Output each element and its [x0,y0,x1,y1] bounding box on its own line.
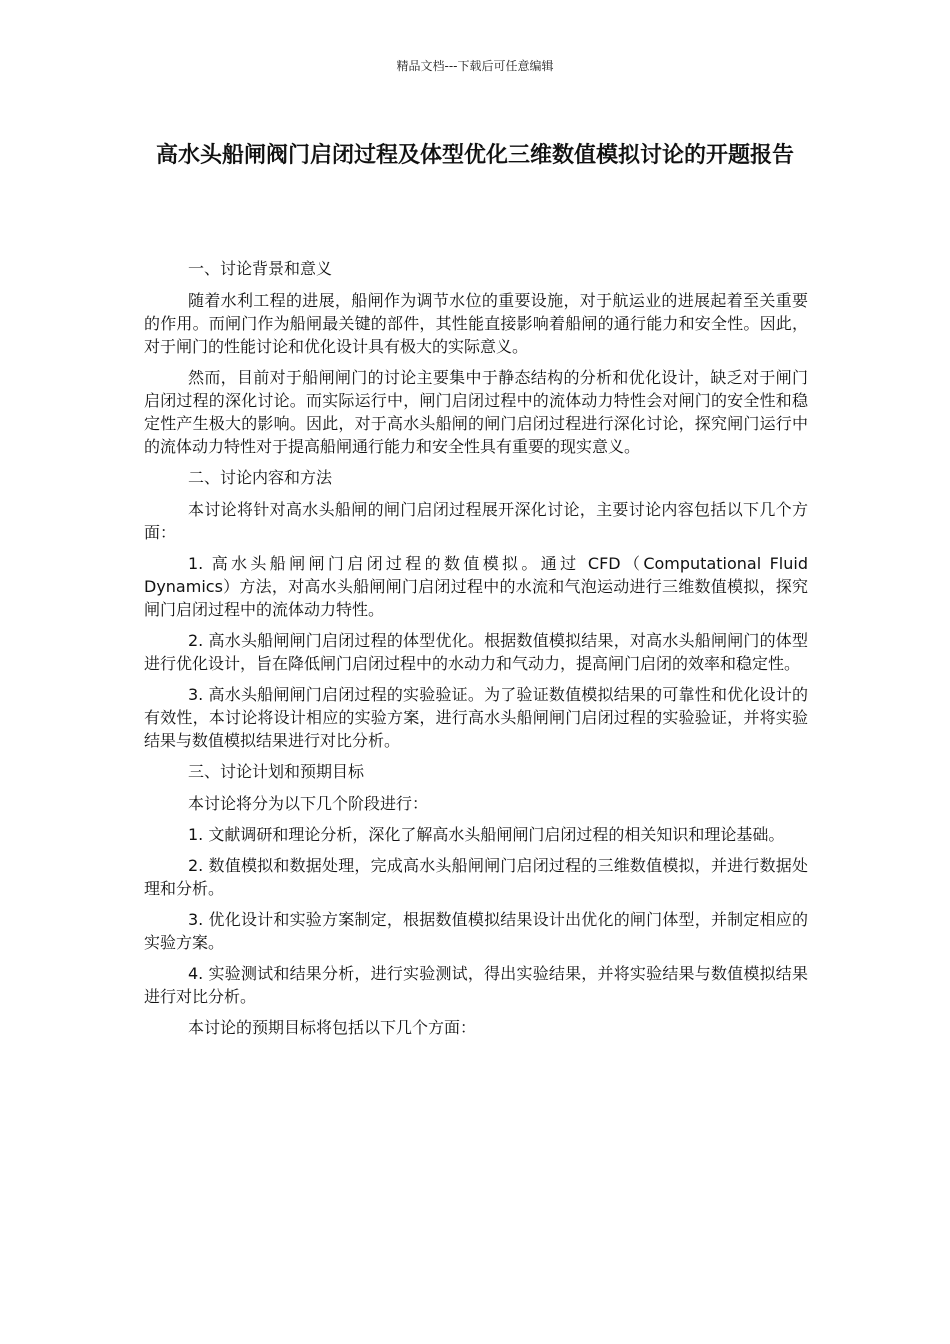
document-body [144,257,808,1047]
paragraph: 本讨论将分为以下几个阶段进行： [188,794,429,813]
list-item: 4. 实验测试和结果分析，进行实验测试，得出实验结果，并将实验结果与数值模拟结果进行对比分析。 [144,964,808,1006]
section-heading-content-method: 二、讨论内容和方法 [188,468,333,487]
section-heading-background: 一、讨论背景和意义 [188,259,333,278]
paragraph: 本讨论将针对高水头船闸的闸门启闭过程展开深化讨论，主要讨论内容包括以下几个方面： [144,500,808,542]
list-item: 1. 文献调研和理论分析，深化了解高水头船闸闸门启闭过程的相关知识和理论基础。 [188,825,785,844]
list-item: 1. 高水头船闸闸门启闭过程的数值模拟。通过 CFD（Computational Fluid Dynamics）方法，对高水头船闸闸门启闭过程中的水流和气泡运动进行三维数值模拟，探究闸门启闭过程中的流体动力特性。 [144,554,808,619]
document-title: 高水头船闸阀门启闭过程及体型优化三维数值模拟讨论的开题报告 [155,143,794,168]
section-heading-plan-goals: 三、讨论计划和预期目标 [188,762,365,781]
paragraph: 然而，目前对于船闸闸门的讨论主要集中于静态结构的分析和优化设计，缺乏对于闸门启闭过程的深化讨论。而实际运行中，闸门启闭过程中的流体动力特性会对闸门的安全性和稳定性产生极大的影响。因此，对于高水头船闸的闸门启闭过程进行深化讨论，探究闸门运行中的流体动力特性对于提高船闸通行能力和安全性具有重要的现实意义。 [144,368,808,456]
paragraph: 随着水利工程的进展，船闸作为调节水位的重要设施，对于航运业的进展起着至关重要的作用。而闸门作为船闸最关键的部件，其性能直接影响着船闸的通行能力和安全性。因此，对于闸门的性能讨论和优化设计具有极大的实际意义。 [144,291,808,356]
header-note: 精品文档---下载后可任意编辑 [396,59,554,73]
list-item: 3. 优化设计和实验方案制定，根据数值模拟结果设计出优化的闸门体型，并制定相应的实验方案。 [144,910,808,952]
list-item: 3. 高水头船闸闸门启闭过程的实验验证。为了验证数值模拟结果的可靠性和优化设计的有效性，本讨论将设计相应的实验方案，进行高水头船闸闸门启闭过程的实验验证，并将实验结果与数值模拟结果进行对比分析。 [144,685,808,750]
list-item: 2. 数值模拟和数据处理，完成高水头船闸闸门启闭过程的三维数值模拟，并进行数据处理和分析。 [144,856,808,898]
list-item: 2. 高水头船闸闸门启闭过程的体型优化。根据数值模拟结果，对高水头船闸闸门的体型进行优化设计，旨在降低闸门启闭过程中的水动力和气动力，提高闸门启闭的效率和稳定性。 [144,631,808,673]
paragraph: 本讨论的预期目标将包括以下几个方面： [188,1018,477,1037]
